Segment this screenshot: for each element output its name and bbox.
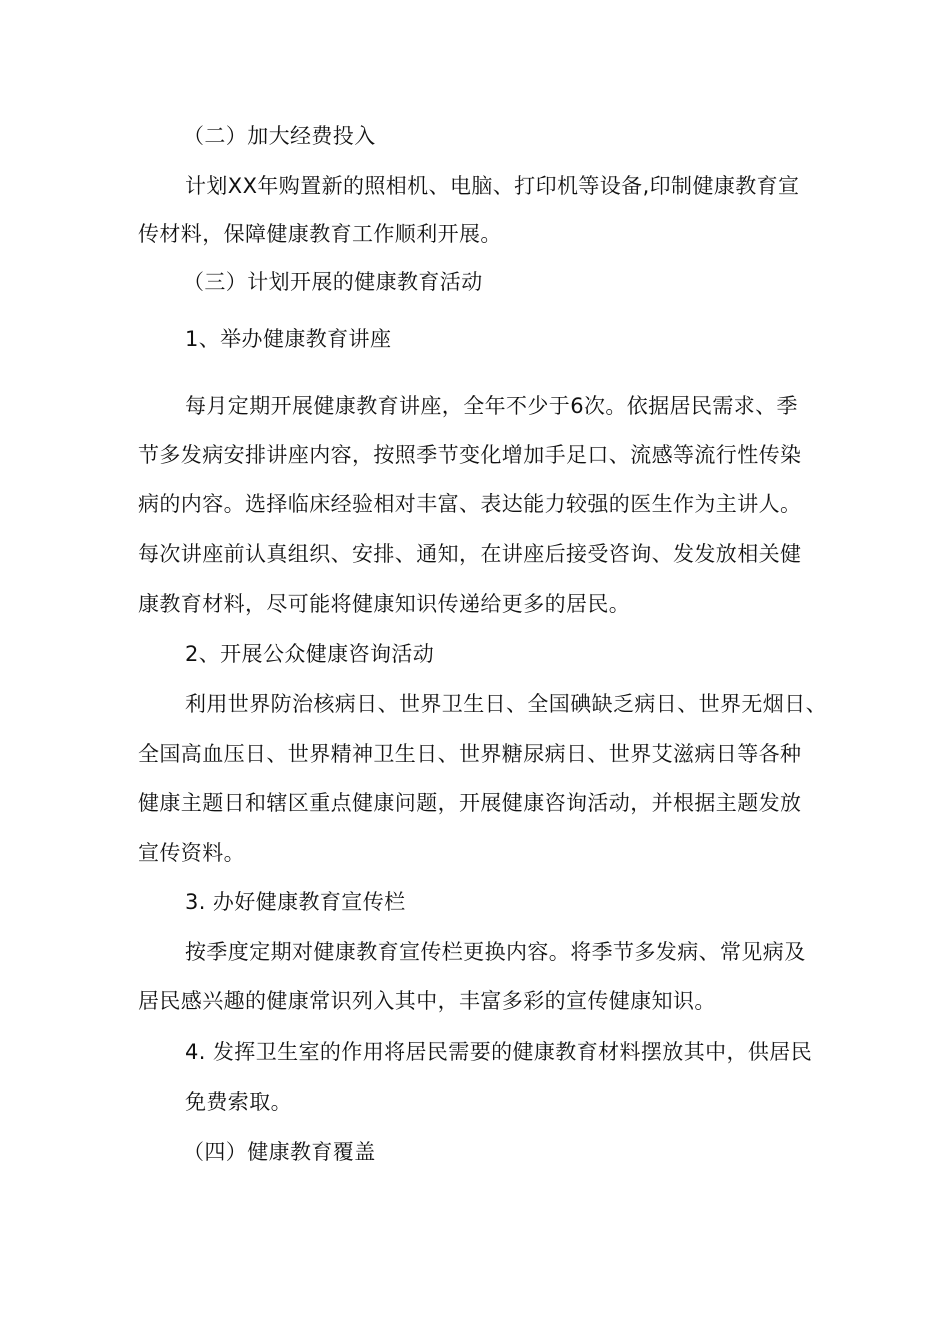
paragraph-line: 传材料，保障健康教育工作顺利开展。 (138, 222, 502, 246)
paragraph-line: 免费索取。 (185, 1090, 292, 1114)
paragraph-line: 病的内容。选择临床经验相对丰富、表达能力较强的医生作为主讲人。 (138, 492, 802, 516)
paragraph-line: 每次讲座前认真组织、安排、通知，在讲座后接受咨询、发发放相关健 (138, 542, 802, 566)
section-heading-3: （三）计划开展的健康教育活动 (183, 270, 483, 294)
paragraph-line: 康教育材料，尽可能将健康知识传递给更多的居民。 (138, 592, 631, 616)
paragraph-line: 利用世界防治核病日、世界卫生日、全国碘缺乏病日、世界无烟日、 (185, 692, 827, 716)
list-item-heading: 3. 办好健康教育宣传栏 (185, 890, 406, 914)
section-heading-4: （四）健康教育覆盖 (183, 1140, 376, 1164)
list-item-heading: 2、开展公众健康咨询活动 (185, 642, 435, 666)
paragraph-line: 居民感兴趣的健康常识列入其中，丰富多彩的宣传健康知识。 (138, 989, 716, 1013)
paragraph-line: 按季度定期对健康教育宣传栏更换内容。将季节多发病、常见病及 (185, 940, 806, 964)
paragraph-line: 每月定期开展健康教育讲座，全年不少于6次。依据居民需求、季 (185, 394, 798, 418)
paragraph-line: 健康主题日和辖区重点健康问题，开展健康咨询活动，并根据主题发放 (138, 791, 802, 815)
section-heading-2: （二）加大经费投入 (183, 124, 376, 148)
list-item-heading: 4. 发挥卫生室的作用将居民需要的健康教育材料摆放其中，供居民 (185, 1040, 813, 1064)
paragraph-line: 宣传资料。 (138, 841, 245, 865)
paragraph-line: 节多发病安排讲座内容，按照季节变化增加手足口、流感等流行性传染 (138, 443, 802, 467)
paragraph-line: 全国高血压日、世界精神卫生日、世界糖尿病日、世界艾滋病日等各种 (138, 742, 802, 766)
list-item-heading: 1、举办健康教育讲座 (185, 327, 392, 351)
paragraph-line: 计划XX年购置新的照相机、电脑、打印机等设备,印制健康教育宣 (185, 174, 800, 198)
